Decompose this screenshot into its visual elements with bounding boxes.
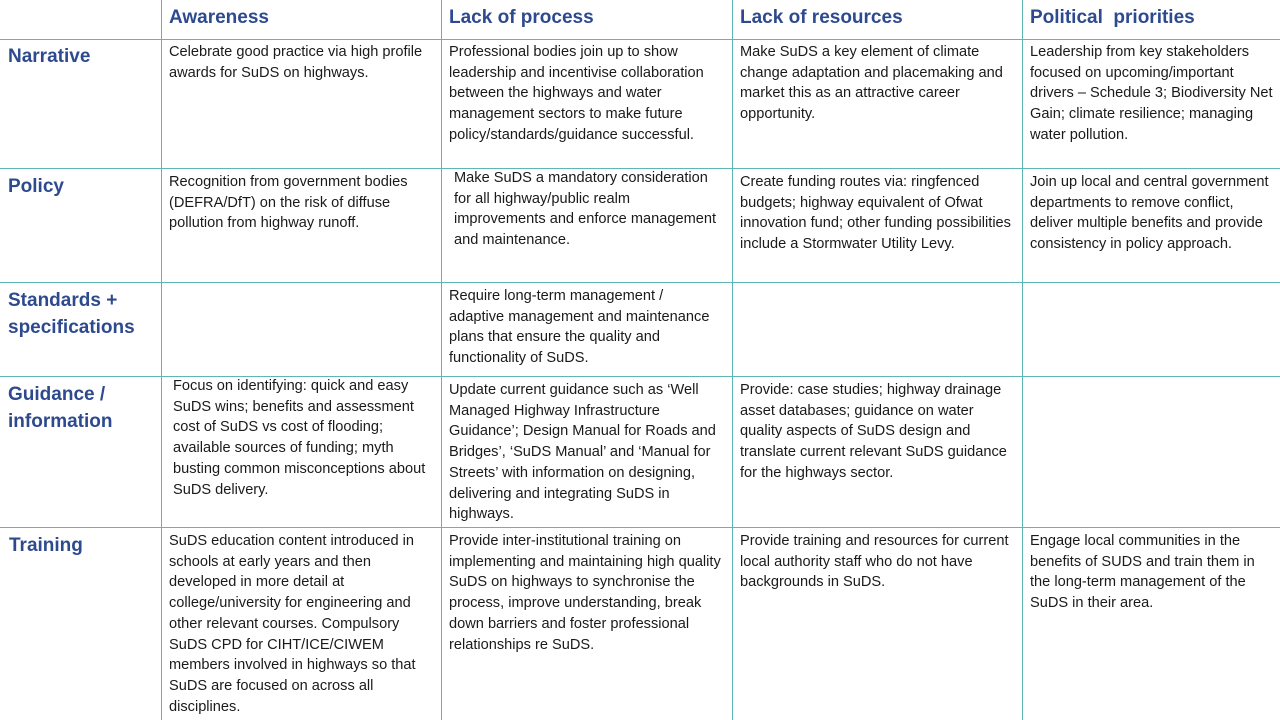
cell-policy-political: Join up local and central government departments to remove conflict, deliver multiple benefits and provide consistency in policy approach. [1030, 174, 1269, 253]
column-header-political-priorities: Political priorities [1030, 7, 1195, 28]
column-header-lack-of-resources: Lack of resources [740, 7, 903, 28]
cell-narrative-awareness: Celebrate good practice via high profile awards for SuDS on highways. [169, 44, 423, 81]
cell-guidance-awareness: Focus on identifying: quick and easy SuDS wins; benefits and assessment cost of SuDS vs cost of flooding; available sources of funding; myth busting common misconceptions about SuDS delivery. [173, 378, 426, 498]
column-header-awareness: Awareness [169, 7, 269, 28]
cell-training-process: Provide inter-institutional training on implementing and maintaining high quality SuDS on highways to synchronise the process, improve understanding, break down barriers and foster professional relationships re SuDS. [449, 533, 721, 653]
cell-policy-resources: Create funding routes via: ringfenced budgets; highway equivalent of Ofwat innovation fund; other funding possibilities include a Stormwater Utility Levy. [740, 174, 1011, 253]
cell-guidance-resources: Provide: case studies; highway drainage asset databases; guidance on water quality aspects of SuDS design and translate current relevant SuDS guidance for the highways sector. [740, 382, 1007, 481]
cell-training-awareness: SuDS education content introduced in schools at early years and then developed in more detail at college/university for engineering and other relevant courses. Compulsory SuDS CPD for CIHT/ICE/CIWEM members involved in highways so that SuDS are focused on across all disciplines. [169, 533, 416, 715]
cell-training-political: Engage local communities in the benefits of SUDS and train them in the long-term management of the SuDS in their area. [1030, 533, 1255, 612]
row-header-standards: Standards + specifications [8, 290, 135, 338]
column-divider [161, 0, 162, 720]
cell-policy-process: Make SuDS a mandatory consideration for all highway/public realm improvements and enforce management and maintenance. [454, 170, 717, 249]
column-divider [441, 0, 442, 720]
row-divider [0, 39, 1280, 40]
row-header-training: Training [9, 535, 83, 556]
cell-training-resources: Provide training and resources for current local authority staff who do not have backgrounds in SuDS. [740, 533, 1009, 591]
row-header-policy: Policy [8, 176, 64, 197]
column-header-lack-of-process: Lack of process [449, 7, 594, 28]
row-divider [0, 527, 1280, 528]
cell-narrative-process: Professional bodies join up to show leadership and incentivise collaboration between the highways and water management sectors to make future policy/standards/guidance successful. [449, 44, 704, 143]
cell-narrative-political: Leadership from key stakeholders focused on upcoming/important drivers – Schedule 3; Biodiversity Net Gain; climate resilience; managing water pollution. [1030, 44, 1273, 143]
cell-narrative-resources: Make SuDS a key element of climate change adaptation and placemaking and market this as an attractive career opportunity. [740, 44, 1003, 123]
cell-standards-process: Require long-term management / adaptive management and maintenance plans that ensure the quality and functionality of SuDS. [449, 288, 710, 367]
row-divider [0, 282, 1280, 283]
row-header-narrative: Narrative [8, 46, 91, 67]
row-header-guidance: Guidance / information [8, 384, 113, 432]
column-divider [1022, 0, 1023, 720]
cell-guidance-process: Update current guidance such as ‘Well Managed Highway Infrastructure Guidance’; Design Manual for Roads and Bridges’, ‘SuDS Manual’ and ‘Manual for Streets’ with information on designing, delivering and integrating SuDS in highways. [449, 382, 716, 523]
cell-policy-awareness: Recognition from government bodies (DEFRA/DfT) on the risk of diffuse pollution from highway runoff. [169, 174, 408, 232]
column-divider [732, 0, 733, 720]
